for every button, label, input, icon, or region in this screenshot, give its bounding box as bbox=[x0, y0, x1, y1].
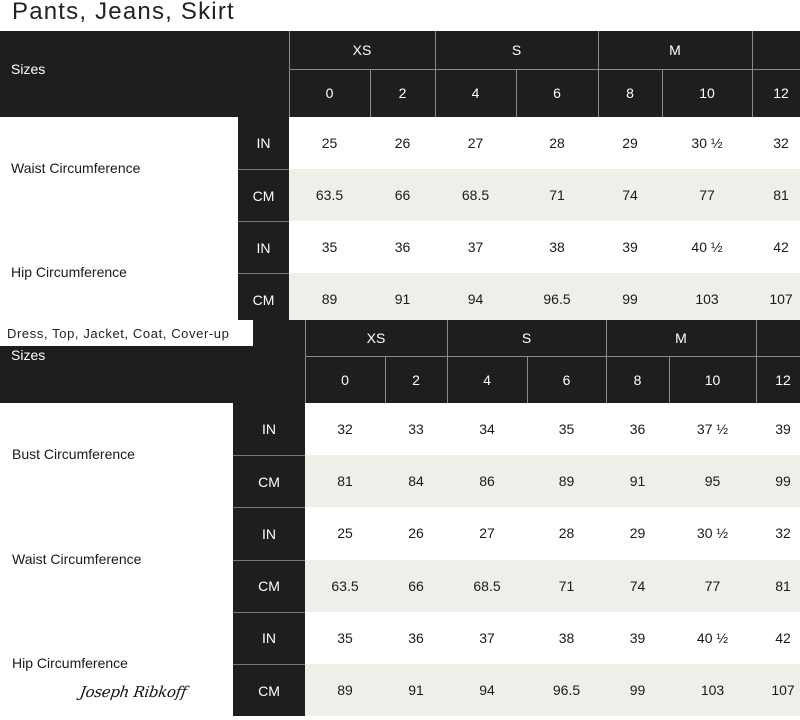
unit-label: CM bbox=[238, 273, 289, 325]
size-value-cell: 38 bbox=[558, 629, 575, 646]
unit-label: IN bbox=[238, 221, 289, 273]
size-value-cell: 96.5 bbox=[543, 291, 571, 307]
size-number-label: 10 bbox=[704, 371, 721, 388]
size-value-cell: 107 bbox=[769, 291, 793, 307]
size-value-cell: 32 bbox=[773, 135, 789, 151]
size-value-cell: 96.5 bbox=[552, 682, 581, 699]
size-value-cell: 37 bbox=[479, 629, 495, 646]
size-value-cell: 42 bbox=[775, 629, 791, 646]
size-value-cell: 35 bbox=[321, 239, 338, 255]
size-value-cell: 39 bbox=[622, 239, 638, 255]
size-value-cell: 39 bbox=[775, 421, 791, 438]
size-number-label: 0 bbox=[325, 85, 334, 101]
measurement-label: Hip Circumference bbox=[12, 655, 128, 671]
size-value-cell: 38 bbox=[549, 239, 565, 255]
size-value-cell: 77 bbox=[699, 187, 715, 203]
size-value-cell: 40 ½ bbox=[691, 239, 723, 255]
size-value-cell: 74 bbox=[629, 577, 646, 594]
size-group-label: XS bbox=[352, 42, 372, 58]
size-value-cell: 29 bbox=[629, 525, 646, 542]
size-value-cell: 27 bbox=[479, 525, 495, 542]
size-value-cell: 33 bbox=[408, 421, 424, 438]
size-value-cell: 35 bbox=[558, 421, 575, 438]
size-value-cell: 99 bbox=[775, 473, 791, 490]
size-group-label: S bbox=[511, 42, 522, 58]
sizes-label: Sizes bbox=[11, 346, 46, 363]
size-value-cell: 35 bbox=[337, 629, 353, 646]
size-value-cell: 81 bbox=[775, 577, 791, 594]
size-value-cell: 95 bbox=[704, 473, 721, 490]
size-group-label bbox=[752, 31, 800, 69]
size-value-cell: 63.5 bbox=[331, 577, 359, 594]
size-value-cell: 27 bbox=[467, 135, 484, 151]
size-value-cell: 36 bbox=[394, 239, 411, 255]
size-value-cell: 26 bbox=[408, 525, 424, 542]
size-value-cell: 37 ½ bbox=[696, 421, 729, 438]
unit-label: CM bbox=[233, 664, 305, 716]
size-value-cell: 77 bbox=[704, 577, 721, 594]
size-number-label: 0 bbox=[341, 371, 349, 388]
size-value-cell: 66 bbox=[394, 187, 411, 203]
size-value-cell: 34 bbox=[479, 421, 495, 438]
size-value-cell: 91 bbox=[629, 473, 646, 490]
unit-label: CM bbox=[233, 560, 305, 612]
size-value-cell: 32 bbox=[775, 525, 791, 542]
size-chart-pants bbox=[0, 31, 800, 325]
measurement-label: Waist Circumference bbox=[11, 160, 141, 176]
size-number-label: 4 bbox=[483, 371, 491, 388]
chart-title-dress: Dress, Top, Jacket, Coat, Cover-up bbox=[0, 320, 253, 346]
size-number-label: 12 bbox=[773, 85, 789, 101]
size-value-cell: 63.5 bbox=[315, 187, 344, 203]
size-value-cell: 107 bbox=[771, 682, 795, 699]
measurement-label: Hip Circumference bbox=[11, 264, 127, 280]
unit-label: IN bbox=[238, 117, 289, 169]
unit-label: IN bbox=[233, 403, 305, 455]
size-value-cell: 91 bbox=[394, 291, 411, 307]
unit-label: CM bbox=[238, 169, 289, 221]
size-value-cell: 81 bbox=[337, 473, 353, 490]
size-number-label: 8 bbox=[626, 85, 634, 101]
measurement-label: Waist Circumference bbox=[12, 550, 142, 567]
unit-label: CM bbox=[233, 455, 305, 507]
size-value-cell: 28 bbox=[549, 135, 565, 151]
size-value-cell: 81 bbox=[773, 187, 789, 203]
size-value-cell: 30 ½ bbox=[696, 525, 729, 542]
size-value-cell: 99 bbox=[622, 291, 638, 307]
size-value-cell: 42 bbox=[773, 239, 789, 255]
size-value-cell: 89 bbox=[337, 682, 353, 699]
size-number-label: 10 bbox=[699, 85, 715, 101]
size-value-cell: 91 bbox=[408, 682, 424, 699]
measurement-label: Bust Circumference bbox=[12, 446, 135, 463]
size-value-cell: 66 bbox=[408, 577, 424, 594]
size-value-cell: 71 bbox=[549, 187, 565, 203]
size-value-cell: 68.5 bbox=[473, 577, 501, 594]
size-value-cell: 37 bbox=[467, 239, 484, 255]
size-number-label: 6 bbox=[562, 371, 571, 388]
sizes-label: Sizes bbox=[11, 61, 46, 77]
size-value-cell: 89 bbox=[558, 473, 575, 490]
size-value-cell: 39 bbox=[629, 629, 646, 646]
size-value-cell: 86 bbox=[479, 473, 495, 490]
size-group-label: M bbox=[675, 330, 687, 346]
size-number-label: 2 bbox=[398, 85, 407, 101]
unit-label: IN bbox=[233, 612, 305, 664]
size-value-cell: 94 bbox=[467, 291, 484, 307]
size-group-label: XS bbox=[366, 330, 386, 346]
size-group-label: S bbox=[521, 330, 532, 346]
size-value-cell: 103 bbox=[695, 291, 719, 307]
size-value-cell: 30 ½ bbox=[691, 135, 723, 151]
size-number-label: 6 bbox=[553, 85, 561, 101]
size-value-cell: 68.5 bbox=[461, 187, 490, 203]
size-value-cell: 99 bbox=[629, 682, 646, 699]
size-value-cell: 28 bbox=[558, 525, 575, 542]
brand-logo: Joseph Ribkoff bbox=[78, 683, 188, 701]
size-value-cell: 103 bbox=[700, 682, 725, 699]
size-value-cell: 94 bbox=[479, 682, 495, 699]
size-value-cell: 84 bbox=[408, 473, 424, 490]
unit-label: IN bbox=[233, 507, 305, 559]
size-value-cell: 36 bbox=[408, 629, 424, 646]
size-value-cell: 32 bbox=[337, 421, 353, 438]
size-value-cell: 74 bbox=[622, 187, 638, 203]
size-value-cell: 29 bbox=[622, 135, 638, 151]
size-value-cell: 36 bbox=[629, 421, 646, 438]
size-number-label: 2 bbox=[412, 371, 420, 388]
size-number-label: 4 bbox=[471, 85, 480, 101]
size-value-cell: 40 ½ bbox=[696, 629, 729, 646]
size-group-label bbox=[756, 320, 800, 356]
size-value-cell: 26 bbox=[394, 135, 411, 151]
size-value-cell: 25 bbox=[321, 135, 338, 151]
size-value-cell: 89 bbox=[321, 291, 338, 307]
chart-title-pants: Pants, Jeans, Skirt bbox=[12, 0, 235, 25]
size-chart-dress bbox=[0, 320, 800, 716]
size-number-label: 12 bbox=[775, 371, 791, 388]
size-group-label: M bbox=[669, 42, 681, 58]
size-number-label: 8 bbox=[633, 371, 642, 388]
size-value-cell: 71 bbox=[558, 577, 575, 594]
size-value-cell: 25 bbox=[337, 525, 353, 542]
